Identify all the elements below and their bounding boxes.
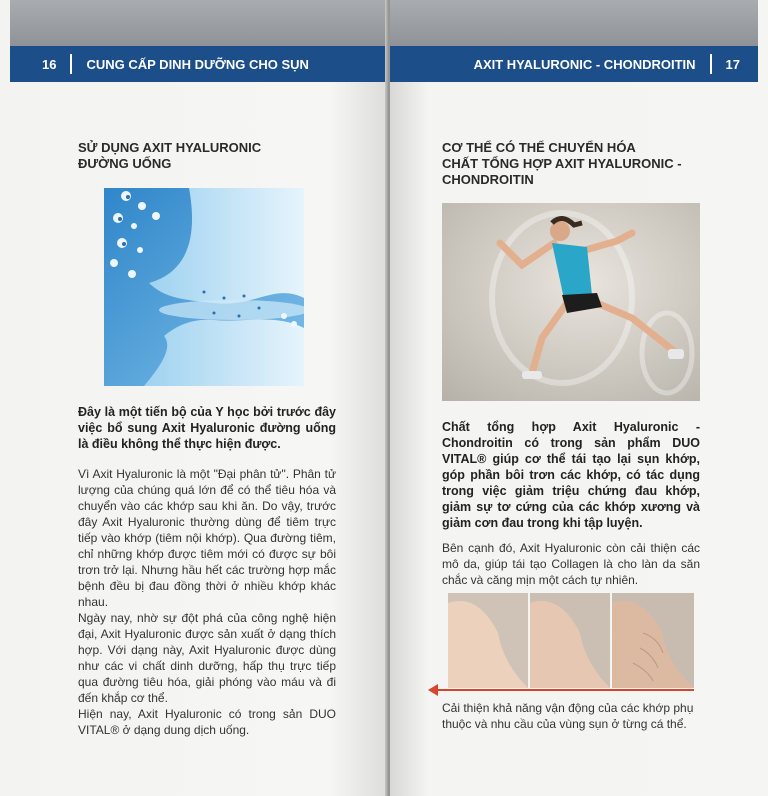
left-intro: Đây là một tiến bộ của Y học bởi trước đây việc bổ sung Axit Hyaluronic đường uống là điều không thể thực hiện được. (78, 405, 336, 451)
header-separator (710, 54, 712, 74)
right-paragraph-1: Bên cạnh đó, Axit Hyaluronic còn cải thiện các mô da, giúp tái tạo Collagen là cho làn da săn chắc và căng mịn một cách tự nhiên. (442, 541, 700, 587)
left-top-band (10, 0, 388, 48)
left-header-title: CUNG CẤP DINH DƯỠNG CHO SỤN (86, 56, 309, 72)
right-caption: Cải thiện khả năng vận động của các khớp phụ thuộc và nhu cầu của vùng sụn ở từng cá thể. (442, 701, 694, 731)
left-section-title: SỬ DỤNG AXIT HYALURONIC ĐƯỜNG UỐNG (78, 140, 262, 171)
right-section-title: CƠ THỂ CÓ THỂ CHUYỂN HÓA CHẤT TỔNG HỢP AXIT HYALURONIC - CHONDROITIN (442, 140, 682, 187)
left-paragraph-3: Hiện nay, Axit Hyaluronic có trong sản DUO VITAL® ở dạng dung dịch uống. (78, 707, 336, 737)
header-separator (70, 54, 72, 74)
right-page (390, 0, 768, 796)
right-top-band (390, 0, 758, 48)
right-intro: Chất tổng hợp Axit Hyaluronic - Chondroitin có trong sản phẩm DUO VITAL® giúp cơ thể tái tạo lại sụn khớp, góp phần bôi trơn các khớp, có tác dụng trong việc giảm triệu chứng đau khớp, giảm sự tơ cứng của các khớp xương và giảm cơn đau trong khi tập luyện. (442, 420, 700, 530)
right-page-number: 17 (725, 56, 740, 72)
right-header-title: AXIT HYALURONIC - CHONDROITIN (473, 56, 696, 72)
skin-aging-faces-photo (448, 593, 694, 688)
runner-photo (442, 203, 700, 401)
left-page-number: 16 (42, 56, 57, 72)
left-header-bar (10, 46, 388, 82)
progress-arrow-line (432, 689, 694, 691)
left-paragraph-1: Vì Axit Hyaluronic là một "Đại phân tử". Phân tử lượng của chúng quá lớn để có thể tiêu hóa và chuyển vào các khớp sau khi ăn. Do vậy, trước đây Axit Hyaluronic thường dùng để tiêm trực tiếp vào khớp (tiêm nội khớp). Qua đường tiêm, chỉ những khớp được tiêm mới có được sự bôi trơn trở lại. Nhưng hầu hết các trường hợp mắc bệnh đều bị đau đồng thời ở nhiều khớp khác nhau. (78, 467, 336, 609)
left-paragraph-2: Ngày nay, nhờ sự đột phá của công nghệ hiện đại, Axit Hyaluronic được sản xuất ở dạng thích hợp. Với dạng này, Axit Hyaluronic được dùng như các vi chất dinh dưỡng, hấp thụ trực tiếp qua đường tiêu hóa, giải phóng vào máu và đi đến khắp cơ thể. (78, 611, 336, 705)
joint-cartilage-illustration (104, 188, 304, 386)
left-arrow-icon (428, 684, 438, 696)
right-header-bar (390, 46, 758, 82)
left-body (78, 466, 336, 738)
